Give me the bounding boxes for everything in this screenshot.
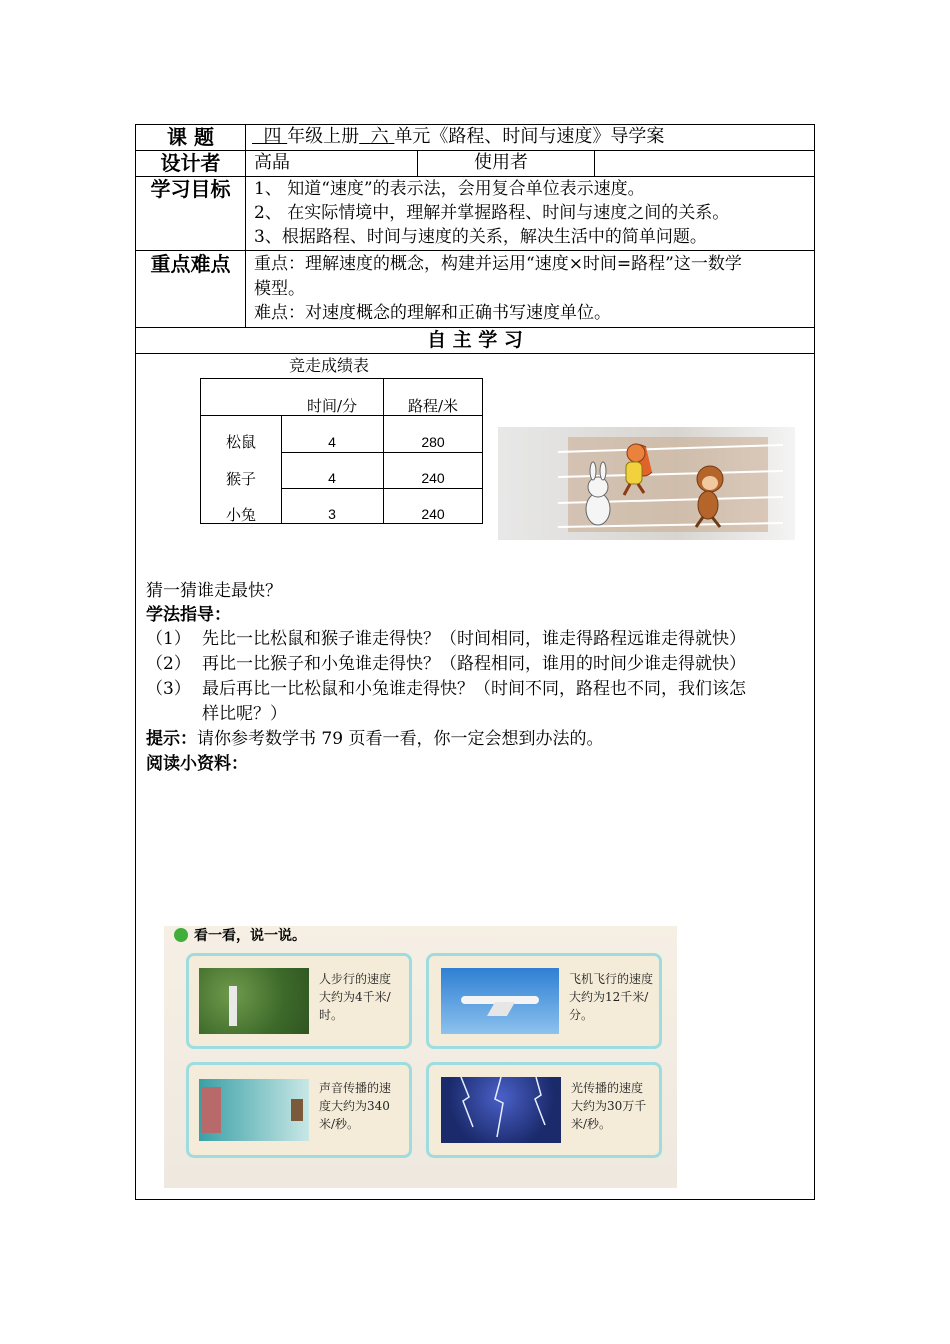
row-divider bbox=[135, 353, 815, 354]
designer-label: 设计者 bbox=[160, 151, 221, 175]
score-row-time: 3 bbox=[328, 506, 336, 522]
reading-card-light bbox=[426, 1062, 662, 1158]
bullet-icon bbox=[174, 928, 188, 942]
reading-image bbox=[164, 926, 677, 1188]
goals-label: 学习目标 bbox=[150, 177, 231, 201]
score-row-animal: 猴子 bbox=[225, 470, 256, 488]
score-row-animal: 小兔 bbox=[225, 506, 256, 524]
column-divider bbox=[245, 124, 246, 327]
method-label: 学法指导： bbox=[146, 605, 231, 625]
method-item: 最后再比一比松鼠和小兔谁走得快？（时间不同，路程也不同，我们该怎 bbox=[202, 679, 746, 699]
score-row-time: 4 bbox=[328, 470, 336, 486]
score-row-distance: 280 bbox=[421, 434, 445, 450]
airplane-photo bbox=[441, 968, 559, 1034]
score-row-distance: 240 bbox=[421, 470, 445, 486]
grade-value: 四 bbox=[263, 126, 282, 147]
column-divider bbox=[594, 150, 595, 176]
row-divider bbox=[135, 250, 815, 251]
method-item: 先比一比松鼠和猴子谁走得快？（时间相同，谁走得路程远谁走得就快） bbox=[202, 629, 746, 649]
column-divider bbox=[417, 150, 418, 176]
keypoint-focus-cont: 模型。 bbox=[254, 279, 305, 299]
keypoint-difficulty: 难点：对速度概念的理解和正确书写速度单位。 bbox=[254, 303, 611, 323]
sound-photo bbox=[199, 1079, 309, 1141]
walking-photo bbox=[199, 968, 309, 1034]
lightning-icon bbox=[441, 1077, 561, 1143]
guess-question: 猜一猜谁走最快？ bbox=[146, 581, 282, 601]
score-row-animal: 松鼠 bbox=[225, 433, 256, 451]
reading-card-caption: 光传播的速度大约为30万千米/秒。 bbox=[571, 1081, 647, 1131]
topic-title bbox=[252, 125, 664, 149]
reading-card-plane bbox=[426, 953, 662, 1049]
reading-card-sound bbox=[186, 1062, 412, 1158]
hint-text: 请你参考数学书 79 页看一看，你一定会想到办法的。 bbox=[197, 729, 604, 749]
hint bbox=[146, 727, 603, 751]
unit-value: 六 bbox=[370, 126, 389, 147]
reading-label: 阅读小资料： bbox=[146, 754, 248, 774]
reading-card-caption: 飞机飞行的速度大约为12千米/分。 bbox=[569, 972, 654, 1022]
score-header-distance: 路程/米 bbox=[407, 397, 459, 415]
reading-heading: 看一看，说一说。 bbox=[194, 928, 306, 944]
designer-name: 高晶 bbox=[254, 152, 290, 173]
goal-item: 3、根据路程、时间与速度的关系，解决生活中的简单问题。 bbox=[254, 227, 707, 247]
lightning-photo bbox=[441, 1077, 561, 1143]
score-row-time: 4 bbox=[328, 434, 336, 450]
score-header-time: 时间/分 bbox=[306, 397, 358, 415]
method-item-cont: 样比呢？） bbox=[202, 704, 287, 724]
reading-card-caption: 人步行的速度大约为4千米/时。 bbox=[319, 972, 392, 1022]
topic-label: 课 题 bbox=[167, 125, 214, 149]
method-item: 再比一比猴子和小兔谁走得快？（路程相同，谁用的时间少谁走得就快） bbox=[202, 654, 746, 674]
reading-card-caption: 声音传播的速度大约为340米/秒。 bbox=[319, 1081, 392, 1131]
goal-item: 2、 在实际情境中，理解并掌握路程、时间与速度之间的关系。 bbox=[254, 203, 730, 223]
score-row-divider bbox=[281, 452, 482, 453]
race-illustration bbox=[498, 427, 795, 540]
score-row-distance: 240 bbox=[421, 506, 445, 522]
race-drawing bbox=[498, 427, 795, 540]
score-table-caption: 竞走成绩表 bbox=[289, 356, 370, 375]
method-item-number: （1） bbox=[146, 629, 191, 649]
grade-suffix: 年级上册 bbox=[287, 126, 360, 147]
hint-label: 提示： bbox=[146, 729, 197, 749]
method-item-number: （2） bbox=[146, 654, 191, 674]
section-title: 自 主 学 习 bbox=[427, 329, 523, 351]
reading-card-walk bbox=[186, 953, 412, 1049]
score-row-divider bbox=[281, 488, 482, 489]
unit-suffix: 单元《路程、时间与速度》导学案 bbox=[394, 126, 665, 147]
keypoints-label: 重点难点 bbox=[150, 252, 231, 276]
method-item-number: （3） bbox=[146, 679, 191, 699]
goal-item: 1、 知道“速度”的表示法，会用复合单位表示速度。 bbox=[254, 179, 645, 199]
score-table bbox=[200, 378, 483, 524]
keypoint-focus: 重点：理解速度的概念，构建并运用“速度×时间=路程”这一数学 bbox=[254, 254, 742, 274]
user-label: 使用者 bbox=[474, 152, 528, 173]
